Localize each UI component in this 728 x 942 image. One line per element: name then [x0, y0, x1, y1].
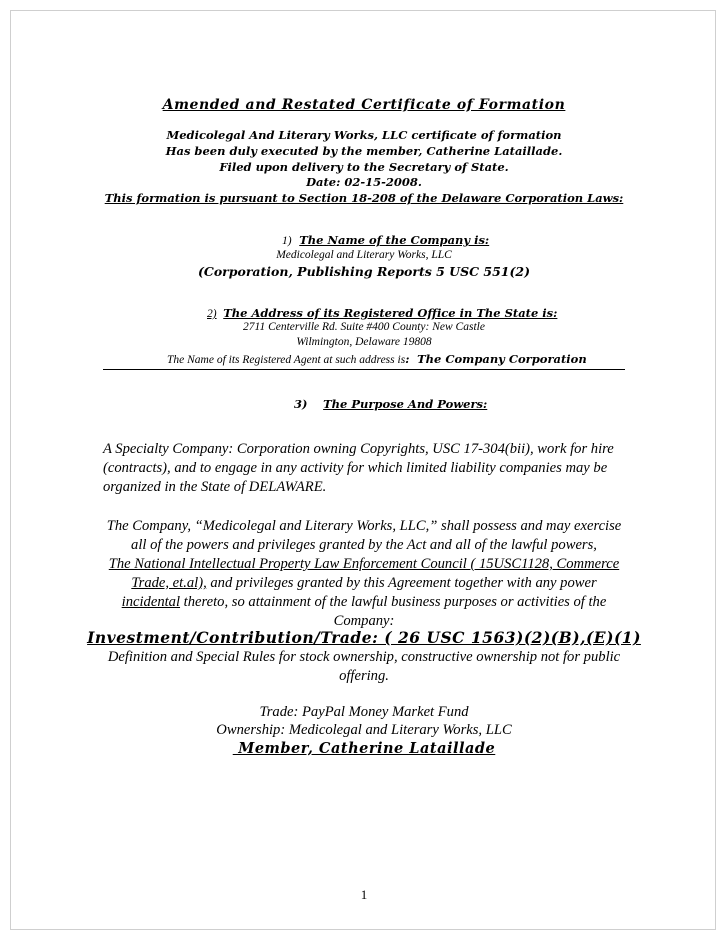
definition-line-2: offering. [339, 668, 389, 684]
company-name: Medicolegal and Literary Works, LLC [276, 249, 452, 261]
powers-trade-etal: Trade, et.al), [131, 575, 207, 591]
intro-line-2: Has been duly executed by the member, Catherine Lataillade. [165, 144, 563, 158]
agent-colon: : [405, 352, 410, 366]
intro-line-3: Filed upon delivery to the Secretary of State. [219, 160, 509, 174]
purpose-line-1: A Specialty Company: Corporation owning Copyrights, USC 17-304(bii), work for hire [103, 441, 614, 457]
registered-agent-line [167, 352, 587, 366]
powers-line-5 [0, 593, 728, 612]
agent-label: The Name of its Registered Agent at such address is [167, 354, 406, 366]
powers-paragraph [0, 517, 728, 631]
powers-line-3: The National Intellectual Property Law Enforcement Council ( 15USC1128, Commerce [108, 556, 620, 572]
investment-heading: Investment/Contribution/Trade: ( 26 USC 1563)(2)(B),(E)(1) [87, 628, 641, 647]
purpose-paragraph [103, 440, 614, 497]
powers-line-6: Company: [333, 613, 395, 629]
page-number: 1 [360, 887, 368, 902]
definition-paragraph [0, 648, 728, 686]
section-2-heading [207, 306, 557, 320]
section-3-number: 3) [294, 397, 308, 411]
powers-line-1: The Company, “Medicolegal and Literary Works, LLC,” shall possess and may exercise [106, 518, 622, 534]
section-3-title: The Purpose And Powers: [323, 397, 488, 411]
purpose-line-2: (contracts), and to engage in any activity for which limited liability companies may be [103, 460, 608, 476]
powers-line-2: all of the powers and privileges granted by the Act and all of the lawful powers, [131, 537, 597, 553]
powers-line-4-rest: and privileges granted by this Agreement together with any power [206, 575, 597, 591]
company-subtitle: (Corporation, Publishing Reports 5 USC 551(2) [197, 264, 531, 279]
trade-line: Trade: PayPal Money Market Fund [259, 704, 469, 720]
agent-name: The Company Corporation [417, 352, 587, 366]
section-divider [103, 369, 625, 370]
address-line-1: 2711 Centerville Rd. Suite #400 County: New Castle [243, 321, 485, 333]
section-1-heading [282, 233, 489, 247]
address-line-2: Wilmington, Delaware 19808 [296, 336, 432, 348]
section-2-title: The Address of its Registered Office in The State is: [223, 306, 558, 320]
intro-line-1: Medicolegal And Literary Works, LLC certificate of formation [166, 128, 562, 142]
intro-statute-line: This formation is pursuant to Section 18-208 of the Delaware Corporation Laws: [104, 191, 624, 205]
section-1-title: The Name of the Company is: [299, 233, 490, 247]
section-2-number: 2) [207, 308, 217, 320]
ownership-line: Ownership: Medicolegal and Literary Works, LLC [216, 722, 512, 738]
powers-incidental: incidental [121, 594, 181, 610]
document-title: Amended and Restated Certificate of Formation [162, 97, 566, 113]
definition-line-1: Definition and Special Rules for stock ownership, constructive ownership not for public [107, 649, 621, 665]
powers-line-5-rest: thereto, so attainment of the lawful business purposes or activities of the [180, 594, 607, 610]
section-3-heading [294, 397, 487, 411]
intro-date: Date: 02-15-2008. [306, 175, 422, 189]
powers-line-4 [0, 574, 728, 593]
section-1-number: 1) [282, 235, 292, 247]
member-line: Member, Catherine Lataillade [232, 740, 496, 757]
purpose-line-3: organized in the State of DELAWARE. [103, 479, 327, 495]
